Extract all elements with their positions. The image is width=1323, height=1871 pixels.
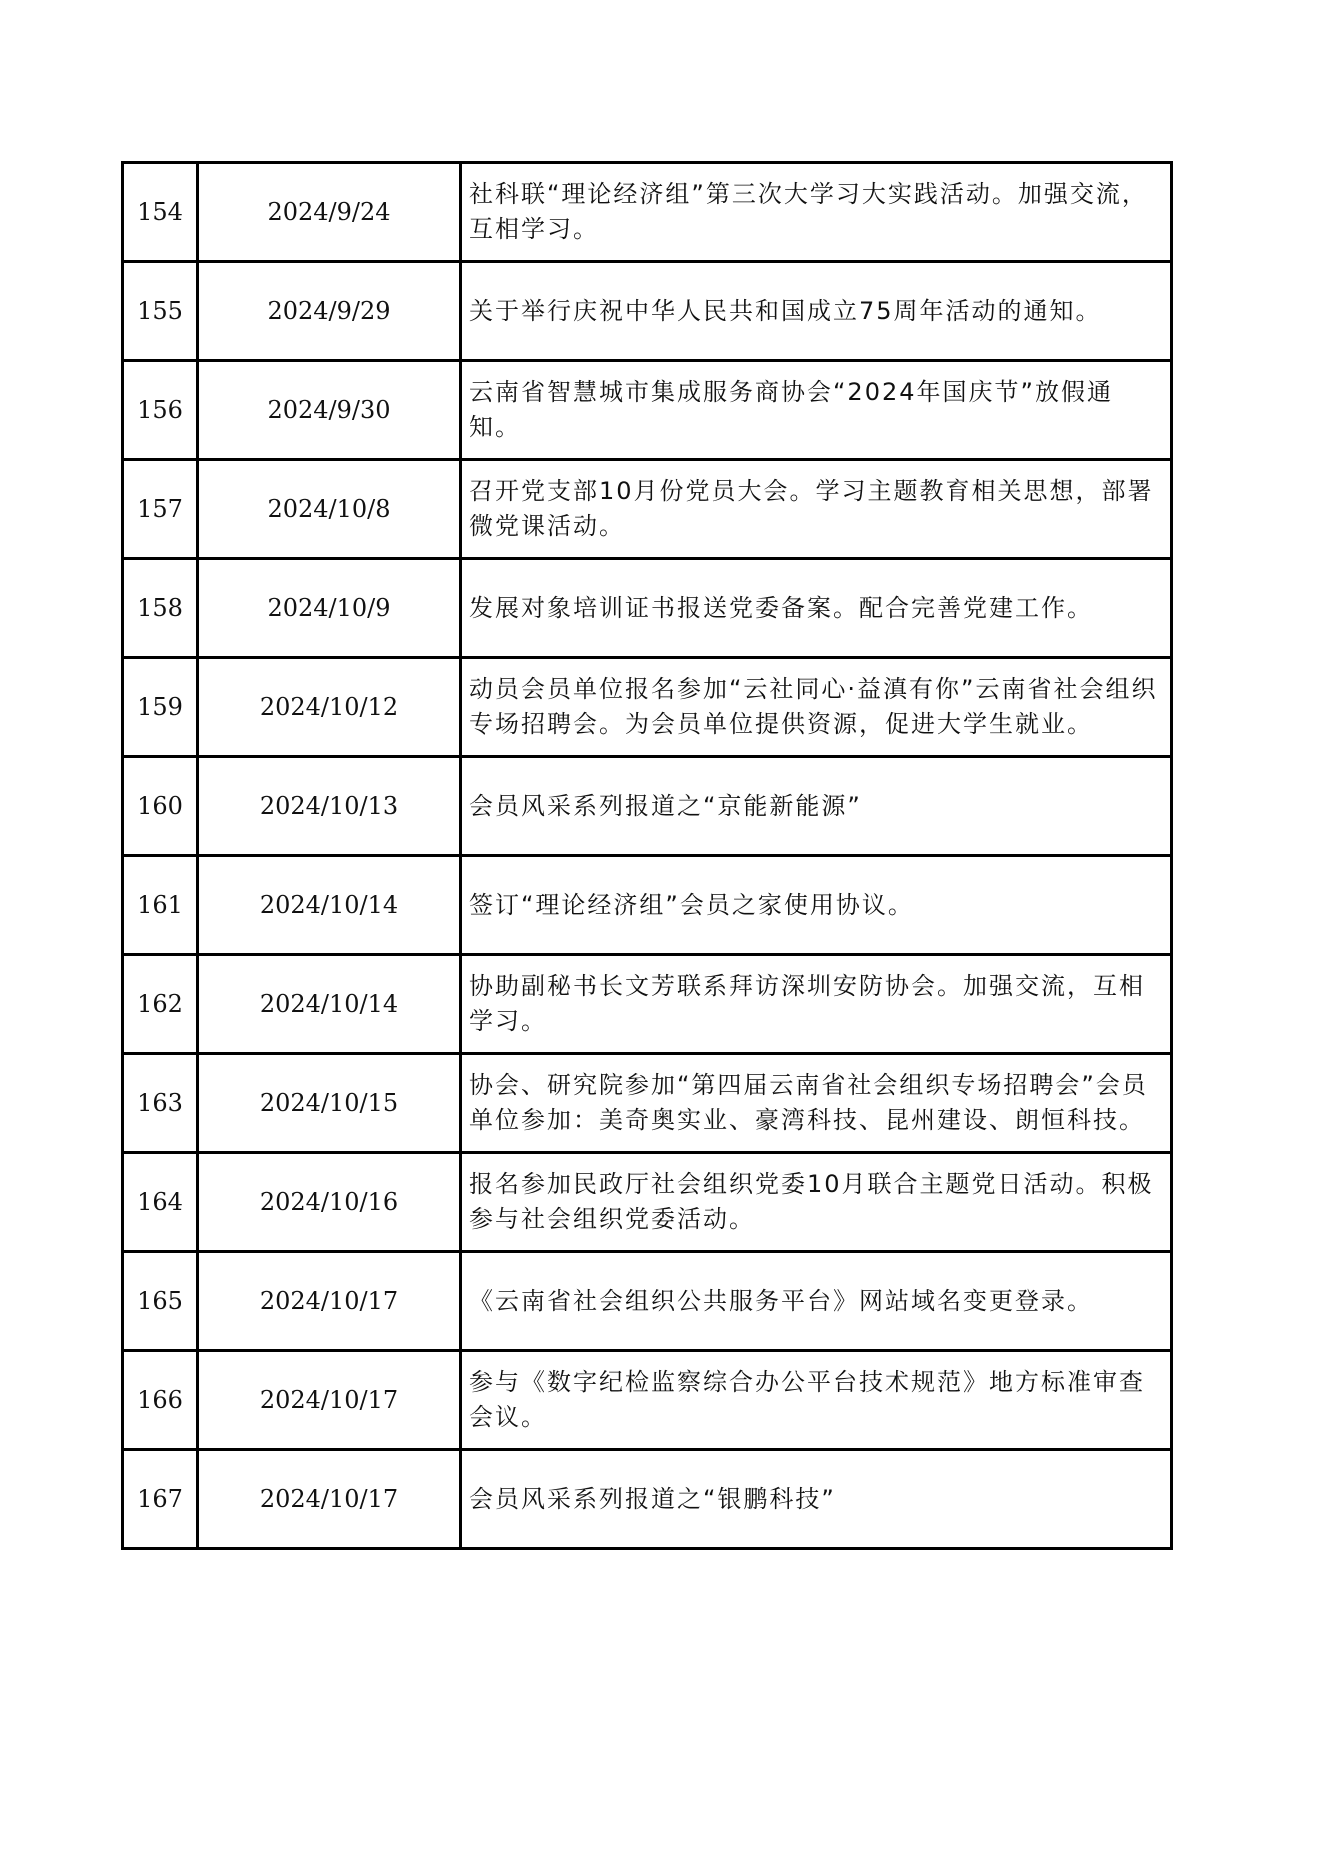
table-row xyxy=(123,262,1172,361)
row-date: 2024/10/12 xyxy=(198,658,461,757)
table-row xyxy=(123,658,1172,757)
row-description: 发展对象培训证书报送党委备案。配合完善党建工作。 xyxy=(461,559,1172,658)
table-row xyxy=(123,559,1172,658)
row-date: 2024/9/24 xyxy=(198,163,461,262)
activity-table-body xyxy=(123,163,1172,1549)
row-date: 2024/10/17 xyxy=(198,1450,461,1549)
row-description: 报名参加民政厅社会组织党委10月联合主题党日活动。积极参与社会组织党委活动。 xyxy=(461,1153,1172,1252)
table-row xyxy=(123,1351,1172,1450)
row-description: 动员会员单位报名参加“云社同心·益滇有你”云南省社会组织专场招聘会。为会员单位提供资源，促进大学生就业。 xyxy=(461,658,1172,757)
table-row xyxy=(123,757,1172,856)
row-description: 云南省智慧城市集成服务商协会“2024年国庆节”放假通知。 xyxy=(461,361,1172,460)
table-row xyxy=(123,1054,1172,1153)
row-description: 会员风采系列报道之“银鹏科技” xyxy=(461,1450,1172,1549)
row-date: 2024/10/9 xyxy=(198,559,461,658)
row-description: 召开党支部10月份党员大会。学习主题教育相关思想，部署微党课活动。 xyxy=(461,460,1172,559)
table-row xyxy=(123,856,1172,955)
row-number: 156 xyxy=(123,361,198,460)
row-date: 2024/10/14 xyxy=(198,955,461,1054)
row-number: 165 xyxy=(123,1252,198,1351)
row-date: 2024/10/8 xyxy=(198,460,461,559)
row-date: 2024/9/30 xyxy=(198,361,461,460)
row-number: 161 xyxy=(123,856,198,955)
row-date: 2024/10/13 xyxy=(198,757,461,856)
table-row xyxy=(123,1450,1172,1549)
table-row xyxy=(123,1252,1172,1351)
row-date: 2024/10/15 xyxy=(198,1054,461,1153)
row-date: 2024/9/29 xyxy=(198,262,461,361)
row-description: 协助副秘书长文芳联系拜访深圳安防协会。加强交流，互相学习。 xyxy=(461,955,1172,1054)
row-number: 157 xyxy=(123,460,198,559)
table-row xyxy=(123,163,1172,262)
row-number: 154 xyxy=(123,163,198,262)
table-row xyxy=(123,361,1172,460)
row-description: 关于举行庆祝中华人民共和国成立75周年活动的通知。 xyxy=(461,262,1172,361)
row-date: 2024/10/16 xyxy=(198,1153,461,1252)
row-number: 162 xyxy=(123,955,198,1054)
row-number: 167 xyxy=(123,1450,198,1549)
row-number: 163 xyxy=(123,1054,198,1153)
row-description: 《云南省社会组织公共服务平台》网站域名变更登录。 xyxy=(461,1252,1172,1351)
row-number: 164 xyxy=(123,1153,198,1252)
table-row xyxy=(123,460,1172,559)
row-description: 会员风采系列报道之“京能新能源” xyxy=(461,757,1172,856)
row-date: 2024/10/14 xyxy=(198,856,461,955)
row-number: 159 xyxy=(123,658,198,757)
row-date: 2024/10/17 xyxy=(198,1252,461,1351)
table-row xyxy=(123,1153,1172,1252)
row-date: 2024/10/17 xyxy=(198,1351,461,1450)
table-row xyxy=(123,955,1172,1054)
row-number: 166 xyxy=(123,1351,198,1450)
row-description: 协会、研究院参加“第四届云南省社会组织专场招聘会”会员单位参加：美奇奥实业、豪湾科技、昆州建设、朗恒科技。 xyxy=(461,1054,1172,1153)
activity-table xyxy=(121,161,1173,1550)
row-number: 155 xyxy=(123,262,198,361)
row-number: 160 xyxy=(123,757,198,856)
row-description: 参与《数字纪检监察综合办公平台技术规范》地方标准审查会议。 xyxy=(461,1351,1172,1450)
row-description: 签订“理论经济组”会员之家使用协议。 xyxy=(461,856,1172,955)
row-number: 158 xyxy=(123,559,198,658)
row-description: 社科联“理论经济组”第三次大学习大实践活动。加强交流，互相学习。 xyxy=(461,163,1172,262)
